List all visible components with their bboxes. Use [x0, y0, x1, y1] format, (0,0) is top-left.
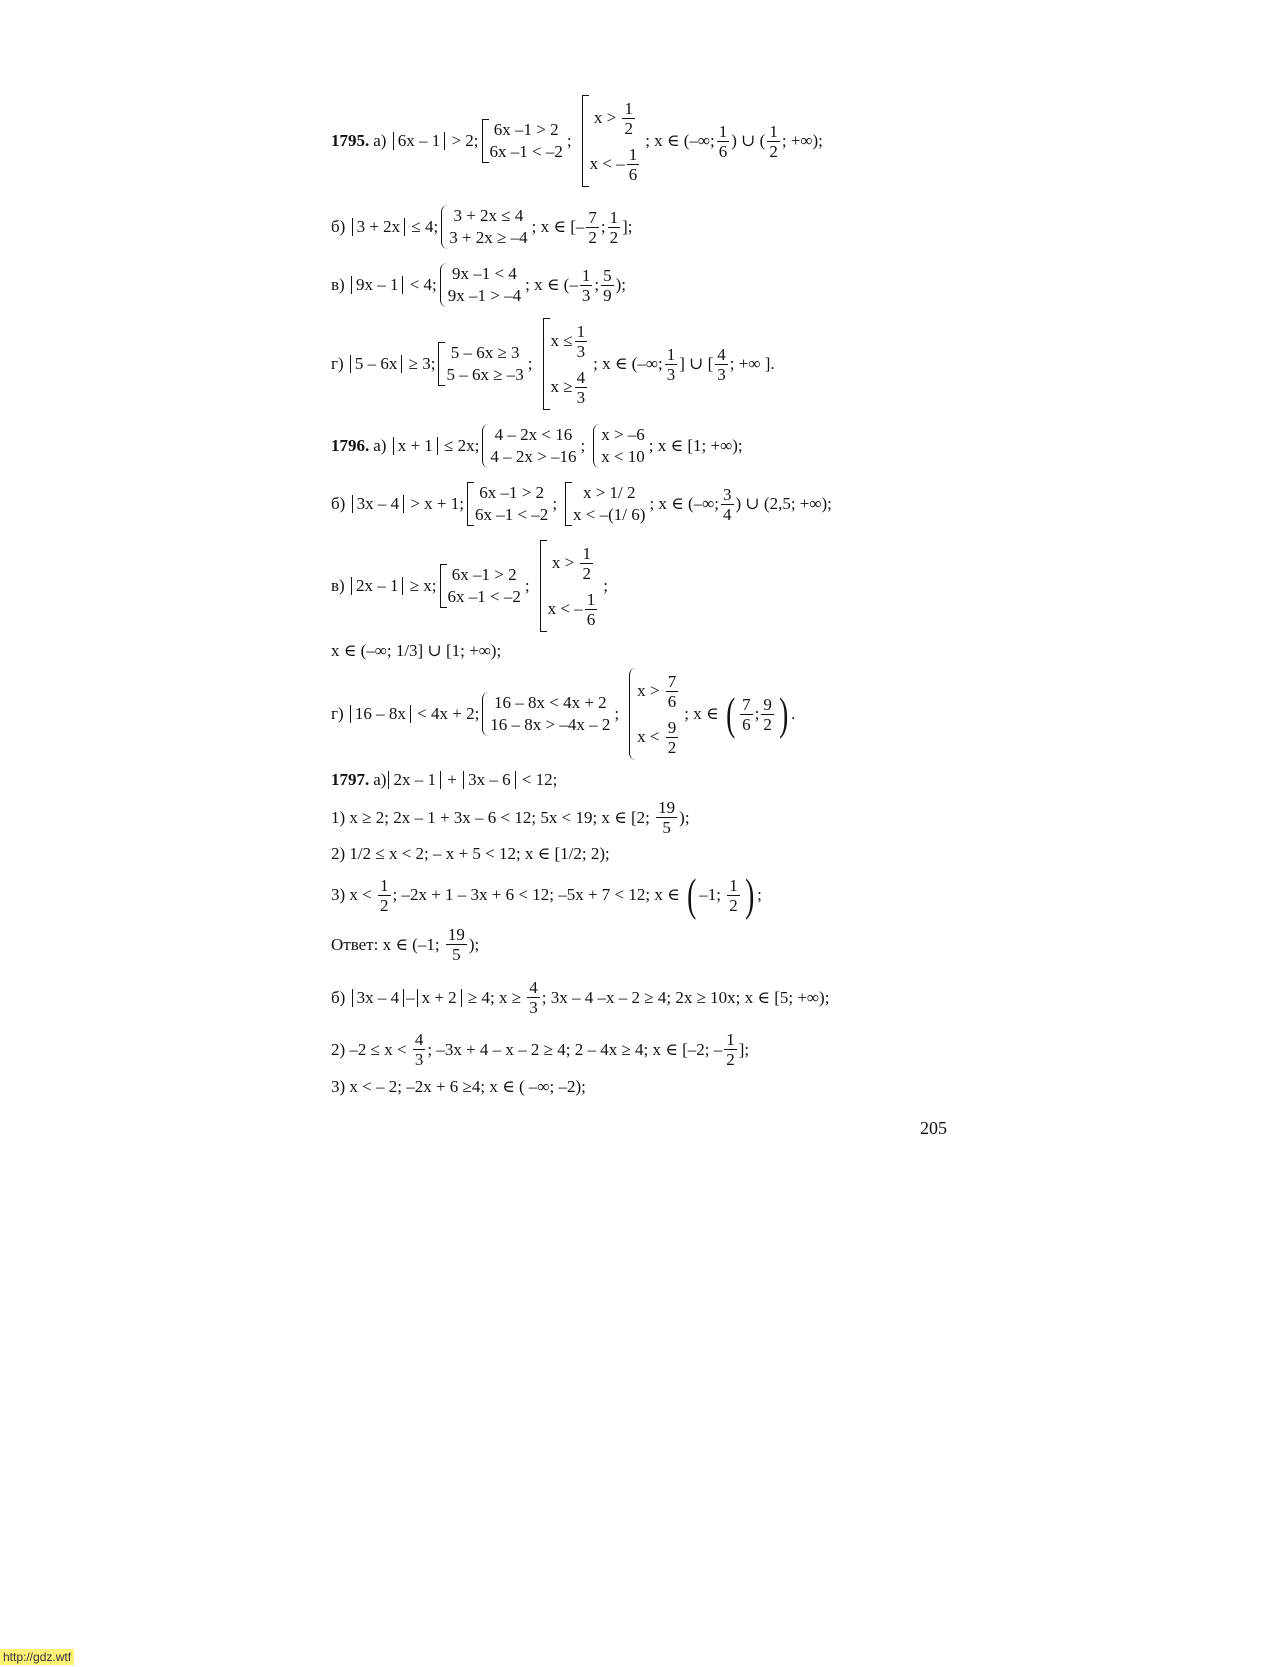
- solution-set: x > $\frac{1}{2}$ x < – $\frac{1}{6}$: [582, 95, 642, 187]
- p1797-a-case1: 1) x ≥ 2; 2x – 1 + 3x – 6 < 12; 5x < 19; x ∈ [2; $\frac{19}{5}$ );: [331, 798, 690, 837]
- solution-set: x ≤ $\frac{1}{3}$ x ≥ $\frac{4}{3}$: [543, 318, 590, 410]
- p1796-d: г) 16 – 8x < 4x + 2; 16 – 8x < 4x + 2 16 – 8x > –4x – 2 ; x > $\frac{7}{6}$ x < $\frac{9}{2}$ ; x ∈ ( $\frac{7}{6}$ ; $\frac{9}{2}$ ) .: [331, 668, 795, 760]
- problem-number: 1796.: [331, 436, 370, 455]
- watermark-link[interactable]: http://gdz.wtf: [0, 1649, 74, 1665]
- solution-set: x > $\frac{1}{2}$ x < – $\frac{1}{6}$: [540, 540, 600, 632]
- p1795-c: в) 9x – 1 < 4; 9x –1 < 4 9x –1 > –4 ; x ∈ (– $\frac{1}{3}$ ; $\frac{5}{9}$ );: [331, 264, 626, 305]
- p1797-b-case2: 2) –2 ≤ x < $\frac{4}{3}$ ; –3x + 4 – x – 2 ≥ 4; 2 – 4x ≥ 4; x ∈ [–2; – $\frac{1}{2}$ ];: [331, 1030, 750, 1069]
- inequality-set: 6x –1 > 2 6x –1 < –2: [482, 119, 563, 163]
- p1796-c: в) 2x – 1 ≥ x; 6x –1 > 2 6x –1 < –2 ; x > $\frac{1}{2}$ x < – $\frac{1}{6}$ ;: [331, 540, 608, 632]
- p1795-b: б) 3 + 2x ≤ 4; 3 + 2x ≤ 4 3 + 2x ≥ –4 ; x ∈ [– $\frac{7}{2}$ ; $\frac{1}{2}$ ];: [331, 206, 633, 247]
- inequality-system: 4 – 2x < 16 4 – 2x > –16: [482, 424, 576, 468]
- solution-set: x > 1/ 2 x < –(1/ 6): [565, 482, 645, 526]
- p1797-b: б) 3x – 4 – x + 2 ≥ 4; x ≥ $\frac{4}{3}$ ; 3x – 4 –x – 2 ≥ 4; 2x ≥ 10x; x ∈ [5; +∞);: [331, 978, 830, 1017]
- problem-number: 1795.: [331, 131, 370, 150]
- p1797-a-answer: Ответ: x ∈ (–1; $\frac{19}{5}$ );: [331, 925, 480, 964]
- p1796-a: 1796. а) x + 1 ≤ 2x; 4 – 2x < 16 4 – 2x > –16 ; x > –6 x < 10 ; x ∈ [1; +∞);: [331, 425, 743, 466]
- solution-system: x > $\frac{7}{6}$ x < $\frac{9}{2}$: [629, 668, 680, 760]
- p1797-a-case2: 2) 1/2 ≤ x < 2; – x + 5 < 12; x ∈ [1/2; 2);: [331, 844, 610, 863]
- p1797-a: 1797. а) 2x – 1 + 3x – 6 < 12;: [331, 770, 558, 789]
- p1795-a: 1795. а) 6x – 1 > 2; 6x –1 > 2 6x –1 < –2 ; x > $\frac{1}{2}$ x < – $\frac{1}{6}$ ; x ∈ (–∞; $\frac{1}{6}$ ) ∪ ( $\frac{1}{2}$ ; +∞);: [331, 95, 823, 187]
- inequality-system: 16 – 8x < 4x + 2 16 – 8x > –4x – 2: [482, 692, 610, 736]
- inequality-set: 6x –1 > 2 6x –1 < –2: [440, 564, 521, 608]
- p1796-b: б) 3x – 4 > x + 1; 6x –1 > 2 6x –1 < –2 ; x > 1/ 2 x < –(1/ 6) ; x ∈ (–∞; $\frac{3}{4}$ ) ∪ (2,5; +∞);: [331, 483, 832, 524]
- inequality-set: 5 – 6x ≥ 3 5 – 6x ≥ –3: [438, 342, 523, 386]
- p1795-d: г) 5 – 6x ≥ 3; 5 – 6x ≥ 3 5 – 6x ≥ –3 ; x ≤ $\frac{1}{3}$ x ≥ $\frac{4}{3}$ ; x ∈ (–∞; $\frac{1}{3}$ ] ∪ [ $\frac{4}{3}$ ; +∞ ].: [331, 318, 775, 410]
- page-number: 205: [920, 1118, 947, 1138]
- inequality-system: 9x –1 < 4 9x –1 > –4: [440, 263, 521, 307]
- inequality-system: 3 + 2x ≤ 4 3 + 2x ≥ –4: [441, 205, 527, 249]
- p1796-c-answer: x ∈ (–∞; 1/3] ∪ [1; +∞);: [331, 641, 502, 660]
- inequality-set: 6x –1 > 2 6x –1 < –2: [467, 482, 548, 526]
- solution-system: x > –6 x < 10: [593, 424, 645, 468]
- p1797-a-case3: 3) x < $\frac{1}{2}$ ; –2x + 1 – 3x + 6 < 12; –5x + 7 < 12; x ∈ ( –1; $\frac{1}{2}$ ) ;: [331, 869, 762, 920]
- problem-number: 1797.: [331, 770, 370, 789]
- p1797-b-case3: 3) x < – 2; –2x + 6 ≥4; x ∈ ( –∞; –2);: [331, 1077, 586, 1096]
